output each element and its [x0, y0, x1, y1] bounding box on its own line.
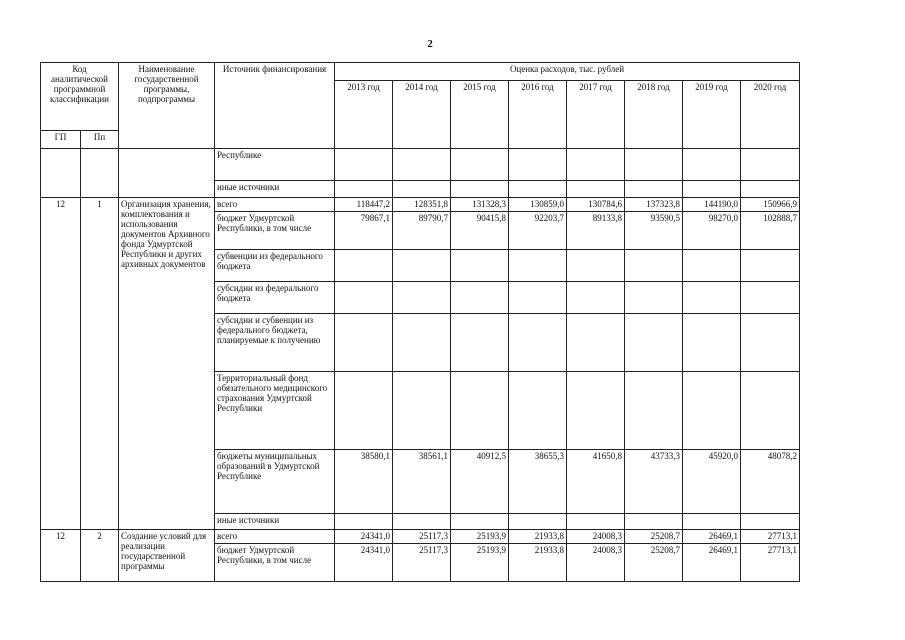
- cell-value: [567, 282, 625, 314]
- header-year-2013: 2013 год: [335, 81, 393, 149]
- cell-value: [451, 314, 509, 372]
- header-gp: ГП: [41, 131, 81, 149]
- cell-value: [625, 181, 683, 198]
- cell-value: 144190,0: [683, 198, 741, 212]
- cell-value: [567, 314, 625, 372]
- cell-source: Республике: [215, 149, 335, 181]
- cell-value: [741, 372, 800, 450]
- cell-source: бюджет Удмуртской Республики, в том числе: [215, 212, 335, 250]
- cell-value: 45920,0: [683, 450, 741, 514]
- cell-gp: [41, 149, 81, 198]
- page-number: 2: [427, 38, 433, 50]
- cell-value: [625, 372, 683, 450]
- cell-value: 150966,9: [741, 198, 800, 212]
- cell-value: [625, 314, 683, 372]
- cell-program-name: Создание условий для реализации государственной программы: [119, 530, 215, 582]
- cell-value: 102888,7: [741, 212, 800, 250]
- cell-value: [393, 314, 451, 372]
- cell-value: [567, 372, 625, 450]
- cell-value: [335, 282, 393, 314]
- header-year-2019: 2019 год: [683, 81, 741, 149]
- cell-value: 131328,3: [451, 198, 509, 212]
- cell-value: 25117,3: [393, 544, 451, 582]
- cell-source: всего: [215, 530, 335, 544]
- cell-source: бюджеты муниципальных образований в Удмуртской Республике: [215, 450, 335, 514]
- cell-value: 24341,0: [335, 544, 393, 582]
- cell-value: [683, 181, 741, 198]
- cell-pp: [81, 149, 119, 198]
- header-year-2018: 2018 год: [625, 81, 683, 149]
- cell-value: 89133,8: [567, 212, 625, 250]
- cell-value: [683, 514, 741, 530]
- cell-value: 38580,1: [335, 450, 393, 514]
- cell-value: 137323,8: [625, 198, 683, 212]
- cell-value: 25117,3: [393, 530, 451, 544]
- cell-source: бюджет Удмуртской Республики, в том числе: [215, 544, 335, 582]
- cell-value: [393, 149, 451, 181]
- cell-value: 130859,0: [509, 198, 567, 212]
- cell-value: 41650,8: [567, 450, 625, 514]
- cell-value: 24341,0: [335, 530, 393, 544]
- header-year-2015: 2015 год: [451, 81, 509, 149]
- cell-value: 25193,9: [451, 544, 509, 582]
- cell-value: [335, 514, 393, 530]
- cell-value: [335, 181, 393, 198]
- header-year-2016: 2016 год: [509, 81, 567, 149]
- header-funding-source: Источник финансирования: [215, 63, 335, 149]
- cell-value: 27713,1: [741, 544, 800, 582]
- cell-source: субсидии из федерального бюджета: [215, 282, 335, 314]
- cell-value: [567, 514, 625, 530]
- cell-value: [741, 514, 800, 530]
- cell-value: [451, 250, 509, 282]
- cell-value: [451, 149, 509, 181]
- cell-value: [393, 181, 451, 198]
- cell-value: [683, 314, 741, 372]
- cell-value: 26469,1: [683, 544, 741, 582]
- cell-value: 25208,7: [625, 544, 683, 582]
- cell-value: [451, 514, 509, 530]
- cell-value: 38561,1: [393, 450, 451, 514]
- table-row: [41, 198, 800, 212]
- cell-value: 130784,6: [567, 198, 625, 212]
- cell-value: [683, 149, 741, 181]
- cell-gp: 12: [41, 530, 81, 582]
- cell-value: [567, 149, 625, 181]
- cell-value: 21933,8: [509, 544, 567, 582]
- cell-value: 25193,9: [451, 530, 509, 544]
- cell-value: [741, 181, 800, 198]
- cell-value: 40912,5: [451, 450, 509, 514]
- cell-value: 92203,7: [509, 212, 567, 250]
- cell-value: [393, 514, 451, 530]
- cell-value: [393, 372, 451, 450]
- cell-value: 98270,0: [683, 212, 741, 250]
- cell-value: 48078,2: [741, 450, 800, 514]
- cell-source: субсидии и субвенции из федерального бюджета, планируемые к получению: [215, 314, 335, 372]
- cell-value: 79867,1: [335, 212, 393, 250]
- cell-value: [335, 149, 393, 181]
- cell-value: [393, 282, 451, 314]
- cell-pp: 2: [81, 530, 119, 582]
- cell-pp: 1: [81, 198, 119, 530]
- header-year-2017: 2017 год: [567, 81, 625, 149]
- cell-value: [335, 314, 393, 372]
- cell-value: 26469,1: [683, 530, 741, 544]
- cell-value: [509, 314, 567, 372]
- cell-value: [393, 250, 451, 282]
- cell-value: [683, 282, 741, 314]
- cell-value: 27713,1: [741, 530, 800, 544]
- cell-value: [625, 250, 683, 282]
- cell-value: [509, 181, 567, 198]
- cell-value: [509, 250, 567, 282]
- cell-value: 25208,7: [625, 530, 683, 544]
- table-row: [41, 530, 800, 544]
- cell-value: 89790,7: [393, 212, 451, 250]
- budget-table: [40, 62, 800, 582]
- cell-value: 118447,2: [335, 198, 393, 212]
- cell-value: [451, 372, 509, 450]
- cell-value: [509, 149, 567, 181]
- cell-value: [683, 250, 741, 282]
- cell-value: [509, 514, 567, 530]
- cell-source: субвенции из федерального бюджета: [215, 250, 335, 282]
- cell-value: [567, 181, 625, 198]
- cell-value: [741, 149, 800, 181]
- cell-value: [567, 250, 625, 282]
- cell-value: [335, 372, 393, 450]
- cell-value: 21933,8: [509, 530, 567, 544]
- cell-source: Территориальный фонд обязательного медицинского страхования Удмуртской Республики: [215, 372, 335, 450]
- header-pp: Пп: [81, 131, 119, 149]
- cell-value: [335, 250, 393, 282]
- cell-value: 90415,8: [451, 212, 509, 250]
- cell-value: [741, 250, 800, 282]
- header-program-name: Наименование государственной программы, подпрограммы: [119, 63, 215, 149]
- cell-value: [625, 149, 683, 181]
- cell-source: иные источники: [215, 514, 335, 530]
- cell-value: [509, 372, 567, 450]
- cell-value: [451, 181, 509, 198]
- cell-value: [451, 282, 509, 314]
- cell-value: 128351,8: [393, 198, 451, 212]
- cell-value: [683, 372, 741, 450]
- cell-program-name: Организация хранения, комплектования и использования документов Архивного фонда Удмуртской Республики и других архивных документов: [119, 198, 215, 530]
- header-year-2020: 2020 год: [741, 81, 800, 149]
- header-cost-estimate: Оценка расходов, тыс. рублей: [335, 63, 800, 81]
- cell-program-name: [119, 149, 215, 198]
- header-code-group: Код аналитической программной классификации: [41, 63, 119, 131]
- cell-value: 24008,3: [567, 530, 625, 544]
- header-year-2014: 2014 год: [393, 81, 451, 149]
- cell-value: 24008,3: [567, 544, 625, 582]
- cell-gp: 12: [41, 198, 81, 530]
- cell-value: [625, 282, 683, 314]
- cell-value: [625, 514, 683, 530]
- cell-value: 93590,5: [625, 212, 683, 250]
- cell-source: всего: [215, 198, 335, 212]
- cell-value: 43733,3: [625, 450, 683, 514]
- cell-value: [741, 314, 800, 372]
- table-row: [41, 149, 800, 181]
- cell-value: 38655,3: [509, 450, 567, 514]
- cell-source: иные источники: [215, 181, 335, 198]
- cell-value: [741, 282, 800, 314]
- cell-value: [509, 282, 567, 314]
